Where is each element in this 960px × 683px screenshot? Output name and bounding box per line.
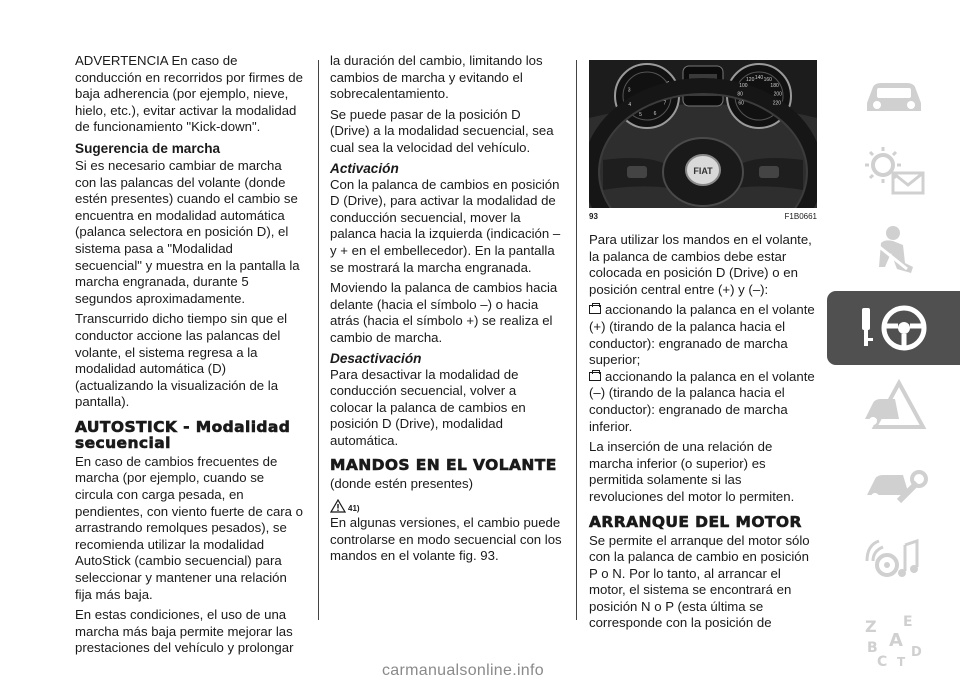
tab-multimedia[interactable] [827,525,960,599]
heading-mandos-volante: MANDOS EN EL VOLANTE [330,456,557,475]
watermark-text: carmanualsonline.info [382,662,544,679]
speedometer-tick-label: 200 [773,91,782,98]
tachometer-tick-label: 7 [663,100,667,107]
paragraph-condiciones: En estas condiciones, el uso de una marcha más baja permite mejorar las prestaciones del vehículo y prolongar [75,607,294,656]
text-column-2 [330,53,562,569]
tachometer-tick-label: 3 [627,87,631,94]
tachometer-tick-label: 6 [653,111,657,118]
speedometer-tick-label: 80 [737,91,743,98]
index-letter: C [876,654,887,668]
index-letter: T [896,655,905,668]
paragraph-transcurrido: Transcurrido dicho tiempo sin que el conductor accione las palancas del volante, el sistema regresa a la modalidad automática (D) (actualizando la visualización de la pantalla). [75,311,288,410]
warning-ref-number: 41) [348,504,360,514]
index-letters-icon [859,612,929,668]
figure-number: 93 [589,212,598,221]
paragraph-insercion: La inserción de una relación de marcha inferior (o superior) es permitida solamente si las revoluciones del motor lo permiten. [589,439,795,504]
paragraph-activacion: Con la palanca de cambios en posición D (Drive), para activar la modalidad de conducción secuencial, mover la palanca hacia la izquierda (indicación – y + en el embellecedor). En la pantalla se mostrará la marcha engranada. [330,176,561,275]
tab-warning-lights[interactable] [827,135,960,209]
heading-arranque-motor: ARRANQUE DEL MOTOR [589,512,802,531]
paragraph-sugerencia: Si es necesario cambiar de marcha con las palancas del volante (donde estén presentes) cuando el cambio se encuentra en modalidad automática (palanca selectora en posición D), el sistema pasa a "Modalidad secuencial" y muestra en la pantalla la marcha engranada, durante 5 segundos aproximadamente. [75,157,300,306]
heading-autostick: AUTOSTICK - Modalidad secuencial [75,417,291,452]
tachometer-tick-label: 5 [639,111,642,118]
paragraph-autostick: En caso de cambios frecuentes de marcha (por ejemplo, cuando se circula con carga pesada, en pendientes, con viento fuerte de cara o arrastrando remolques pesados), se recomienda utilizar la modalidad AutoStick (cambio secuencial) para seleccionar y mantener una relación fija más baja. [75,453,304,602]
tab-index[interactable] [827,603,960,677]
text-column-3 [589,60,817,636]
speedometer-tick-label: 160 [763,77,772,84]
car-dashboard-icon [859,69,929,119]
paragraph-utilizar-mandos: Para utilizar los mandos en el volante, la palanca de cambios debe estar colocada en posición D (Drive) o en posición central entre (+) y (–): [589,232,812,297]
warning-reference [330,495,562,513]
tab-seat-safety[interactable] [827,213,960,287]
index-letter: Z [864,617,877,636]
speedometer-tick-label: 140 [754,75,764,81]
index-letter: E [902,614,913,630]
fiat-logo-text: FIAT [693,166,713,176]
speedometer-tick-label: 180 [770,83,779,90]
heading-activacion: Activación [330,160,399,176]
figure-steering-wheel [589,60,817,208]
seat-safety-icon [859,223,929,277]
figure-code: F1B0661 [784,212,817,221]
tab-maintenance[interactable] [827,447,960,521]
paragraph-arranque: Se permite el arranque del motor sólo con la palanca de cambio en posición P o N. Por lo tanto, al arrancar el motor, el sistema se encontrará en posición N o P (esta última se corresponde con la posición de [589,532,810,631]
speedometer-tick-label: 220 [772,100,782,107]
tab-starting-driving[interactable] [827,291,960,365]
heading-sugerencia: Sugerencia de marcha [75,140,221,156]
steering-wheel-illustration [589,60,817,208]
bullet-box-icon [589,305,601,314]
warning-lights-icon [859,145,929,199]
tab-car-dashboard[interactable] [827,57,960,131]
maintenance-wrench-icon [859,457,929,511]
column-divider-1 [318,60,319,620]
paragraph-desactivacion: Para desactivar la modalidad de conducción secuencial, volver a colocar la palanca de cambios en posición D (Drive), modalidad automática. [330,366,526,448]
bullet-text-superior: accionando la palanca en el volante (+) (tirando de la palanca hacia el conductor): engranado de marcha superior; [589,302,815,368]
emergency-road-icon [859,379,929,433]
column-divider-2 [576,60,577,620]
bullet-marcha-superior [589,302,817,368]
bullet-box-icon [589,372,601,381]
speedometer-tick-label: 100 [739,83,748,90]
tab-emergency[interactable] [827,369,960,443]
steering-wheel-key-icon [854,300,934,356]
paragraph-duracion: la duración del cambio, limitando los cambios de marcha y evitando el sobrecalentamiento. [330,53,543,102]
paragraph-drive: Se puede pasar de la posición D (Drive) a la modalidad secuencial, sea cual sea la velocidad del vehículo. [330,106,554,155]
paragraph-moviendo: Moviendo la palanca de cambios hacia delante (hacia el símbolo –) o hacia atrás (hacia el símbolo +) se realiza el cambio de marcha. [330,280,558,345]
figure-caption [589,212,817,221]
index-letter: D [910,645,922,660]
index-letter: B [866,640,878,656]
bullet-marcha-inferior [589,369,817,435]
index-letter: A [888,630,903,651]
multimedia-icon [859,535,929,589]
speedometer-tick-label: 60 [738,100,744,107]
warning-triangle-icon [330,499,346,513]
bullet-text-inferior: accionando la palanca en el volante (–) (tirando de la palanca hacia el conductor): engranado de marcha inferior. [589,368,815,434]
chapter-tabs [827,57,960,681]
speedometer-tick-label: 120 [746,77,755,84]
heading-desactivacion: Desactivación [330,350,422,366]
paragraph-donde-presentes: (donde estén presentes) [330,476,473,492]
tachometer-tick-label: 4 [628,102,632,108]
text-column-1 [75,53,303,661]
paragraph-versiones: En algunas versiones, el cambio puede controlarse en modo secuencial con los mandos en el volante fig. 93. [330,515,562,564]
paragraph-kickdown-warning: ADVERTENCIA En caso de conducción en recorridos por firmes de baja adherencia (por ejemplo, nieve, hielo, etc.), evitar activar la modalidad de funcionamiento "Kick-down". [75,53,303,135]
